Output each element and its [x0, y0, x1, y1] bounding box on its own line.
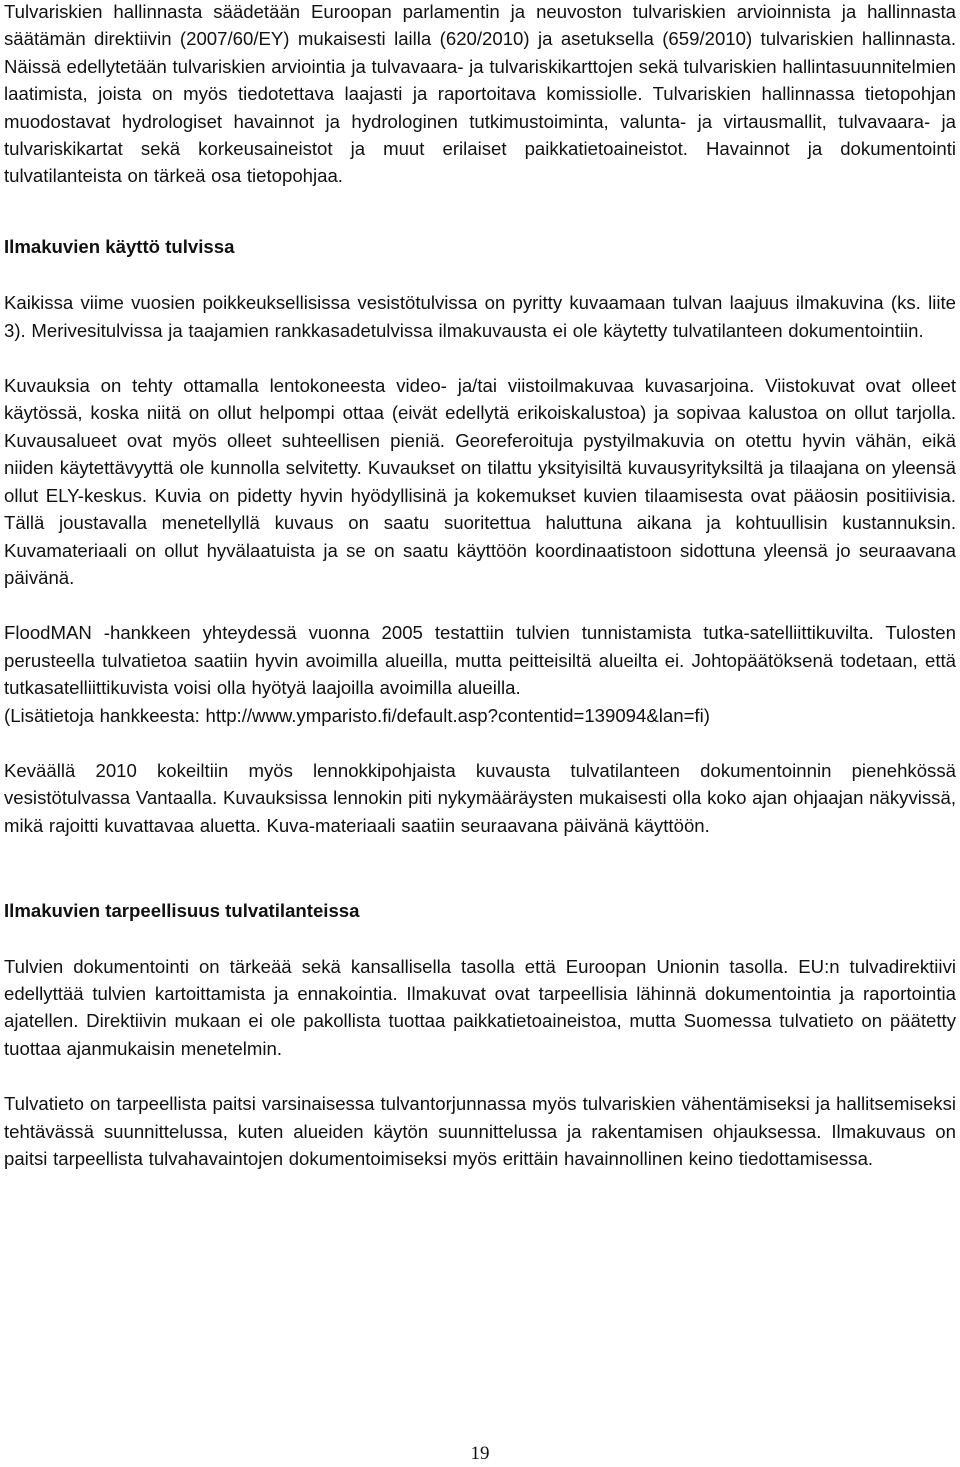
usage-paragraph-1: Kaikissa viime vuosien poikkeuksellisissa vesistötulvissa on pyritty kuvaamaan tulvan laajuus ilmakuvina (ks. liite 3). Merivesitulvissa ja taajamien rankkasadetulvissa ilmakuvausta ei ole käytetty tulvatilanteen dokumentointiin.	[4, 292, 956, 341]
spacer	[4, 839, 956, 897]
usage-paragraph-2: Kuvauksia on tehty ottamalla lentokoneesta video- ja/tai viistoilmakuvaa kuvasarjoina. Viistokuvat ovat olleet käytössä, koska niitä on ollut helpompi ottaa (eivät edellytä erikoiskalustoa) ja sopivaa kalustoa on ollut tarjolla. Kuvausalueet ovat myös olleet suhteellisen pieniä. Georeferoituja pystyilmakuvia on otettu hyvin vähän, eikä niiden käytettävyyttä ole kunnolla selvitetty. Kuvaukset on tilattu yksityisiltä kuvausyrityksiltä ja tilaajana on yleensä ollut ELY-keskus. Kuvia on pidetty hyvin hyödyllisinä ja kokemukset kuvien tilaamisesta ovat pääosin positiivisia. Tällä joustavalla menetellyllä kuvaus on saatu suoritettua haluttuna aikana ja kohtuullisin kustannuksin. Kuvamateriaali on ollut hyvälaatuista ja se on saatu käyttöön koordinaatistoon sidottuna yleensä jo seuraavana päivänä.	[4, 375, 956, 588]
spacer	[4, 260, 956, 289]
spacer	[4, 925, 956, 953]
spacer	[4, 591, 956, 619]
spacer	[4, 190, 956, 233]
project-link-text: (Lisätietoja hankkeesta: http://www.ymparisto.fi/default.asp?contentid=139094&lan=fi)	[4, 704, 710, 726]
spacer	[4, 344, 956, 372]
usage-paragraph-4: Keväällä 2010 kokeiltiin myös lennokkipohjaista kuvausta tulvatilanteen dokumentoinnin pienehkössä vesistötulvassa Vantaalla. Kuvauksissa lennokin piti nykymääräysten mukaisesti olla koko ajan ohjaajan näkyvissä, mikä rajoitti kuvattavaa aluetta. Kuva-materiaali saatiin seuraavana päivänä käyttöön.	[4, 759, 956, 836]
usage-paragraph-3: FloodMAN -hankkeen yhteydessä vuonna 2005 testattiin tulvien tunnistamista tutka-satelliittikuvilta. Tulosten perusteella tulvatietoa saatiin hyvin avoimilla alueilla, mutta peitteisiltä alueilta ei. Johtopäätöksenä todetaan, että tutkasatelliittikuvista voisi olla hyötyä laajoilla avoimilla alueilla.	[4, 622, 956, 699]
intro-paragraph: Tulvariskien hallinnasta säädetään Euroopan parlamentin ja neuvoston tulvariskien arvioinnista ja hallinnasta säätämän direktiivin (2007/60/EY) mukaisesti lailla (620/2010) ja asetuksella (659/2010) tulvariskien hallinnasta. Näissä edellytetään tulvariskien arviointia ja tulvavaara- ja tulvariskikarttojen sekä tulvariskien hallintasuunnitelmien laatimista, joista on myös tiedotettava laajasti ja raportoitava komissiolle. Tulvariskien hallinnassa tietopohjan muodostavat hydrologiset havainnot ja hydrologinen tutkimustoiminta, valunta- ja virtausmallit, tulvavaara- ja tulvariskikartat sekä korkeusaineistot ja muut erilaiset paikkatietoaineistot. Havainnot ja dokumentointi tulvatilanteista on tärkeä osa tietopohjaa.	[4, 1, 956, 187]
spacer	[4, 729, 956, 757]
page-number: 19	[470, 1443, 490, 1464]
spacer	[4, 1062, 956, 1090]
need-paragraph-1: Tulvien dokumentointi on tärkeää sekä kansallisella tasolla että Euroopan Unionin tasolla. EU:n tulvadirektiivi edellyttää tulvien kartoittamista ja ennakointia. Ilmakuvat ovat tarpeellisia lähinnä dokumentointia ja raportointia ajatellen. Direktiivin mukaan ei ole pakollista tuottaa paikkatietoaineistoa, mutta Suomessa tulvatieto on päätetty tuottaa ajanmukaisin menetelmin.	[4, 955, 956, 1059]
section-heading-usage: Ilmakuvien käyttö tulvissa	[4, 235, 235, 257]
need-paragraph-2: Tulvatieto on tarpeellista paitsi varsinaisessa tulvantorjunnassa myös tulvariskien vähentämiseksi ja hallitsemiseksi tehtävässä suunnittelussa, kuten alueiden käytön suunnittelussa ja rakentamisen ohjauksessa. Ilmakuvaus on paitsi tarpeellista tulvahavaintojen dokumentoimiseksi myös erittäin havainnollinen keino tiedottamisessa.	[4, 1093, 956, 1169]
section-heading-need: Ilmakuvien tarpeellisuus tulvatilanteissa	[4, 900, 360, 922]
document-page	[4, 0, 956, 1172]
